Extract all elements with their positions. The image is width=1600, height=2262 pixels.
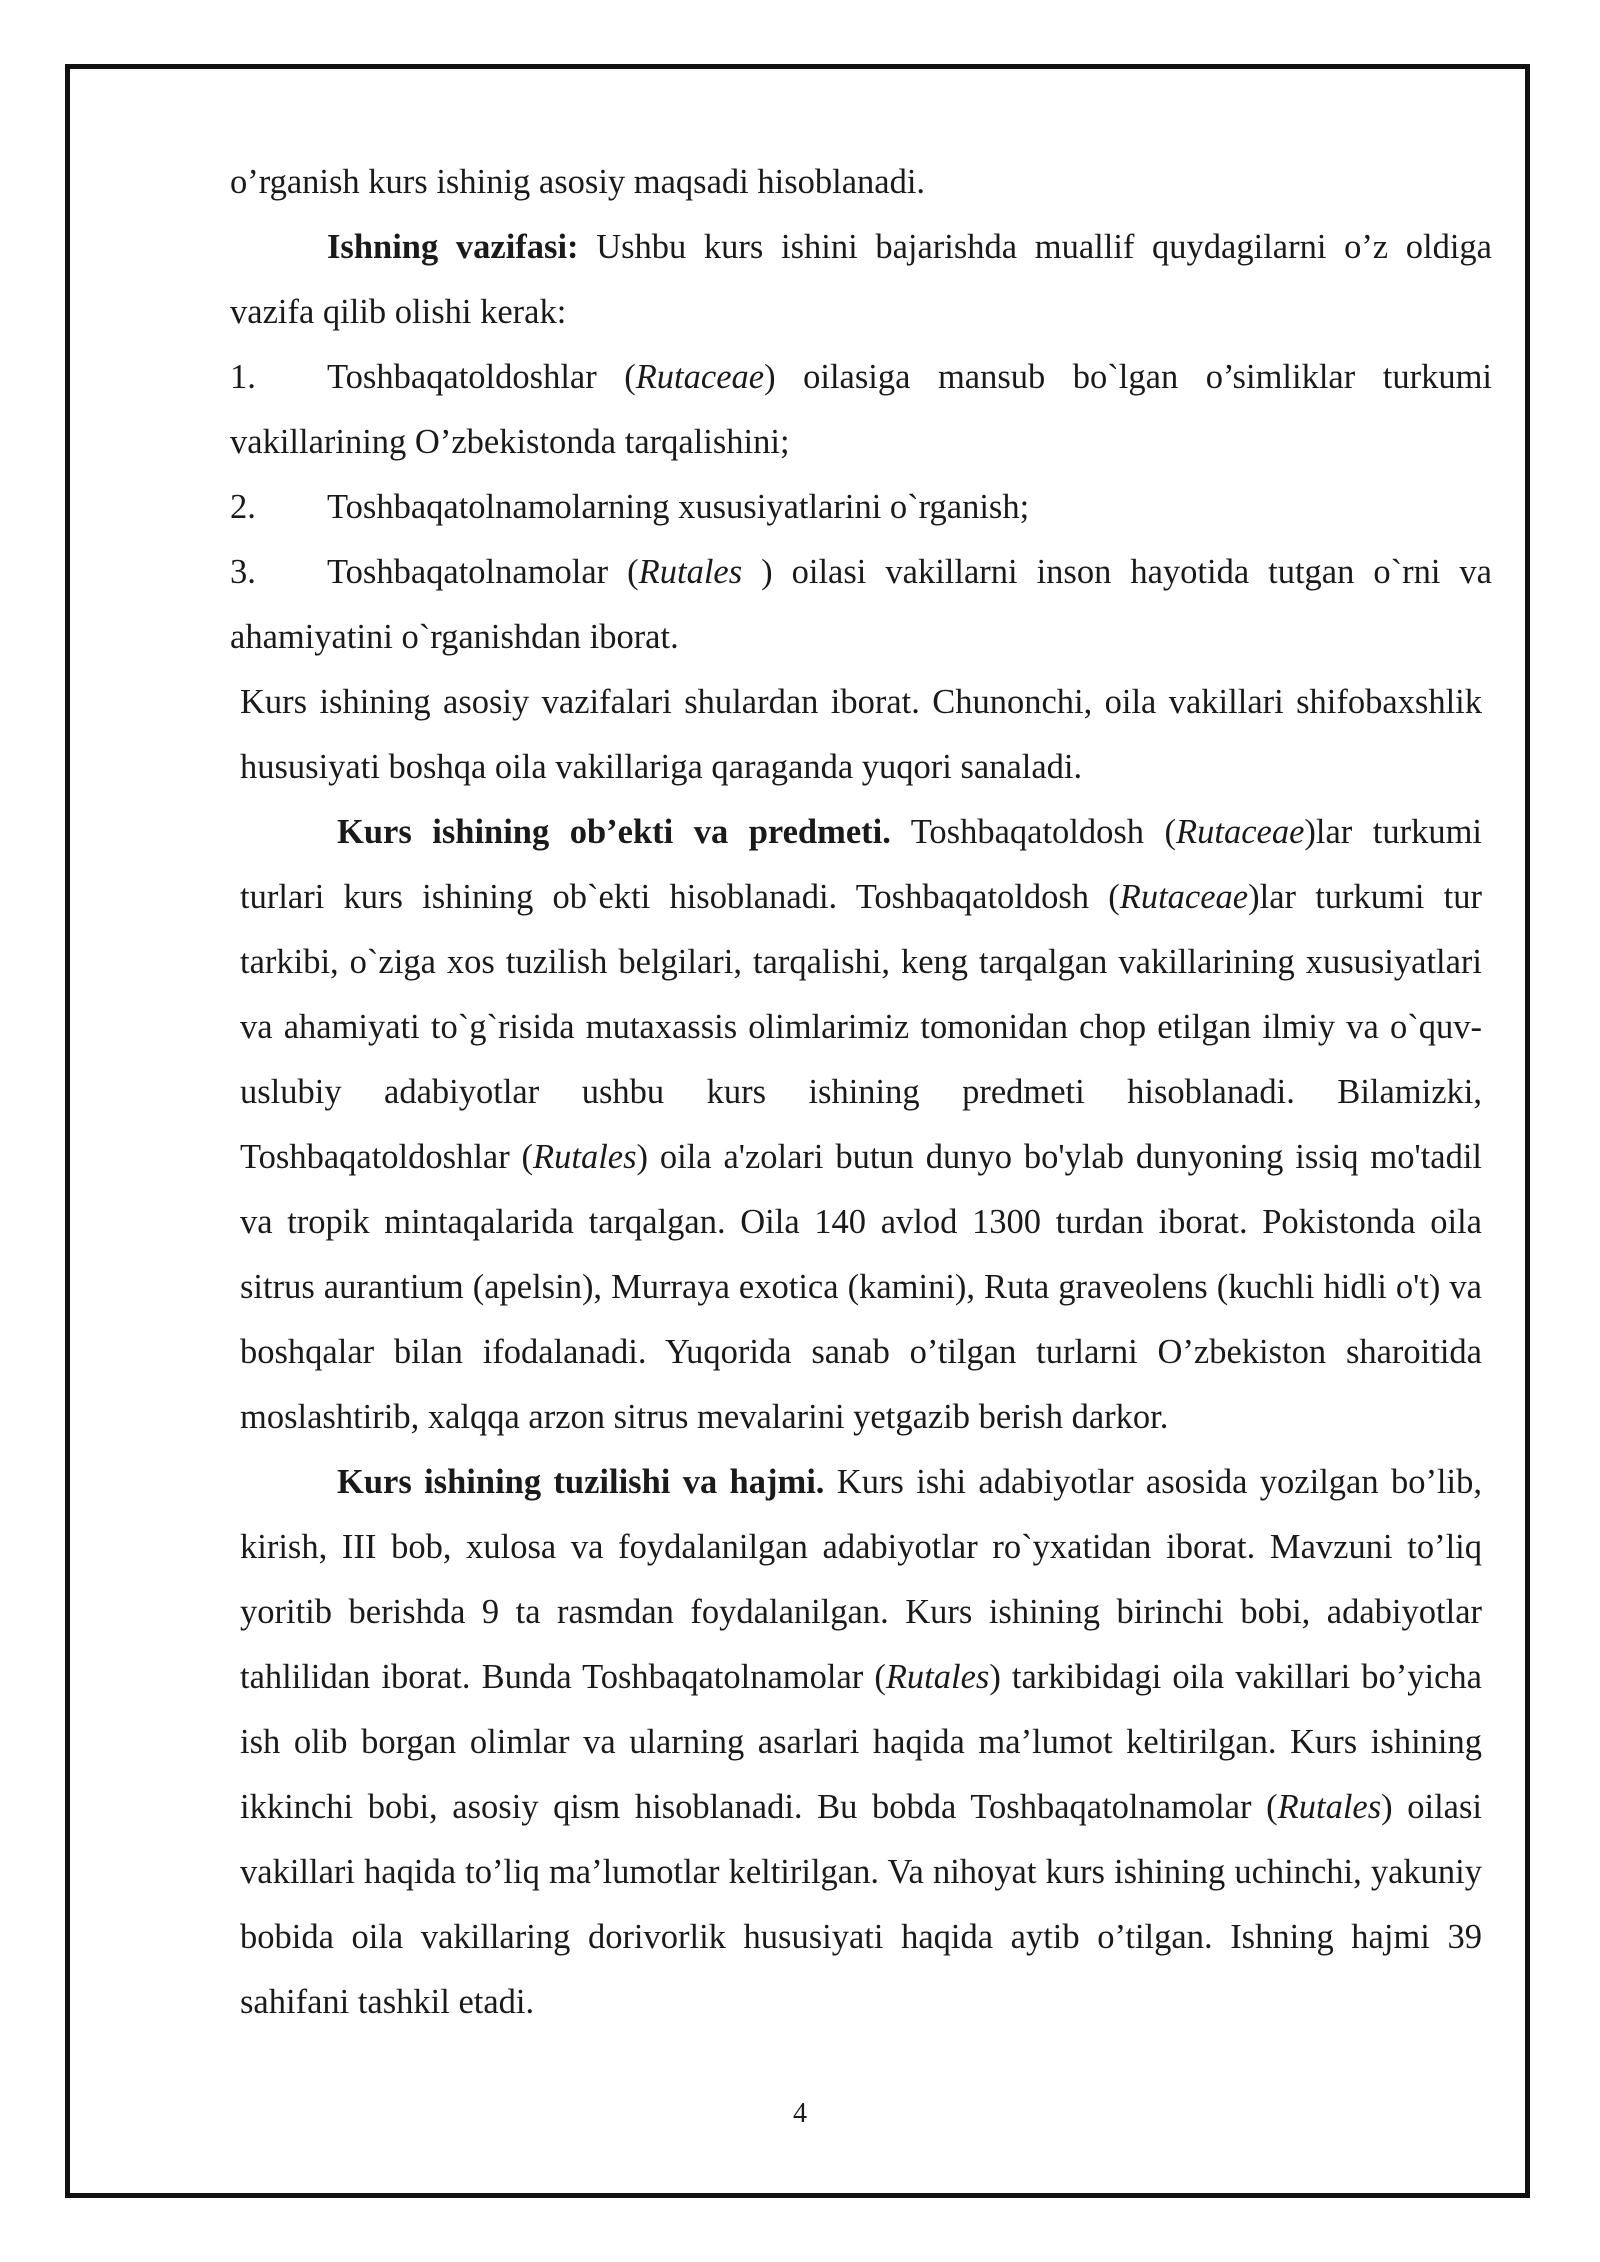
body-text: ) tarkibidagi oila vakillari bo’yicha ish olib borgan olimlar va ularning asarlari haqida ma’lumot keltirilgan. Kurs ishining ikkinchi bobi, asosiy qism hisoblanadi. Bu bobda Toshbaqatolnamolar ( bbox=[240, 1658, 1482, 1826]
task-item-text: Toshbaqatolnamolar ( bbox=[327, 553, 639, 591]
paragraph-tasks-summary: Kurs ishining asosiy vazifalari shulardan iborat. Chunonchi, oila vakillari shifobaxshlik hususiyati boshqa oila vakillariga qaraganda yuqori sanaladi. bbox=[240, 683, 1482, 786]
paragraph-structure bbox=[240, 1450, 1482, 2035]
latin-name: Rutales bbox=[885, 1658, 990, 1696]
paragraph-tasks bbox=[230, 215, 1492, 345]
paragraph-object bbox=[240, 800, 1482, 1450]
task-item-2 bbox=[230, 475, 1492, 540]
body-text: ) oilasi vakillari haqida to’liq ma’lumotlar keltirilgan. Va nihoyat kurs ishining uchinchi, yakuniy bobida oila vakillaring dorivorlik hususiyati haqida aytib o’tilgan. Ishning hajmi 39 sahifani tashkil etadi. bbox=[240, 1788, 1482, 2021]
page-content bbox=[230, 150, 1492, 2035]
object-heading: Kurs ishining ob’ekti va predmeti. bbox=[337, 813, 891, 851]
paragraph-intro-end: o’rganish kurs ishinig asosiy maqsadi hisoblanadi. bbox=[230, 163, 926, 201]
task-item-text: Toshbaqatoldoshlar ( bbox=[327, 358, 636, 396]
latin-name: Rutaceae bbox=[1176, 813, 1305, 851]
tasks-heading: Ishning vazifasi: bbox=[327, 228, 579, 266]
latin-name: Rutaceae bbox=[1119, 878, 1249, 916]
task-item-1 bbox=[230, 345, 1492, 475]
body-text: )lar turkumi turlari kurs ishining ob`ekti hisoblanadi. Toshbaqatoldosh ( bbox=[240, 813, 1483, 916]
task-item-number: 3. bbox=[230, 553, 256, 591]
body-text: Toshbaqatoldosh ( bbox=[890, 813, 1177, 851]
task-item-number: 1. bbox=[230, 358, 256, 396]
structure-heading: Kurs ishining tuzilishi va hajmi. bbox=[337, 1463, 825, 1501]
latin-name: Rutaceae bbox=[635, 358, 765, 396]
task-item-text: Toshbaqatolnamolarning xususiyatlarini o`rganish; bbox=[327, 488, 1030, 526]
latin-name: Rutales bbox=[638, 553, 743, 591]
task-item-text: ) oilasi vakillarni inson hayotida tutgan o`rni va ahamiyatini o`rganishdan iborat. bbox=[230, 553, 1492, 656]
task-item-3 bbox=[230, 540, 1492, 670]
body-text: ) oila a'zolari butun dunyo bo'ylab dunyoning issiq mo'tadil va tropik mintaqalarida tarqalgan. Oila 140 avlod 1300 turdan iborat. Pokistonda oila sitrus aurantium (apelsin), Murraya exotica (kamini), Ruta graveolens (kuchli hidli o't) va boshqalar bilan ifodalanadi. Yuqorida sanab o’tilgan turlarni O’zbekiston sharoitida moslashtirib, xalqqa arzon sitrus mevalarini yetgazib berish darkor. bbox=[240, 1138, 1482, 1436]
latin-name: Rutales bbox=[1277, 1788, 1382, 1826]
body-text: )lar turkumi tur tarkibi, o`ziga xos tuzilish belgilari, tarqalishi, keng tarqalgan vakillarining xususiyatlari va ahamiyati to`g`risida mutaxassis olimlarimiz tomonidan chop etilgan ilmiy va o`quv-uslubiy adabiyotlar ushbu kurs ishining predmeti hisoblanadi. Bilamizki, Toshbaqatoldoshlar ( bbox=[240, 878, 1482, 1176]
latin-name: Rutales bbox=[533, 1138, 637, 1176]
task-item-number: 2. bbox=[230, 488, 256, 526]
tasks-intro: Ushbu kurs ishini bajarishda muallif quydagilarni o’z oldiga vazifa qilib olishi kerak: bbox=[230, 228, 1492, 331]
page-number: 4 bbox=[793, 2098, 807, 2129]
body-text: Kurs ishi adabiyotlar asosida yozilgan bo’lib, kirish, III bob, xulosa va foydalanilgan adabiyotlar ro`yxatidan iborat. Mavzuni to’liq yoritib berishda 9 ta rasmdan foydalanilgan. Kurs ishining birinchi bobi, adabiyotlar tahlilidan iborat. Bunda Toshbaqatolnamolar ( bbox=[240, 1463, 1482, 1696]
task-item-text: ) oilasiga mansub bo`lgan o’simliklar turkumi vakillarining O’zbekistonda tarqalishini; bbox=[230, 358, 1492, 461]
